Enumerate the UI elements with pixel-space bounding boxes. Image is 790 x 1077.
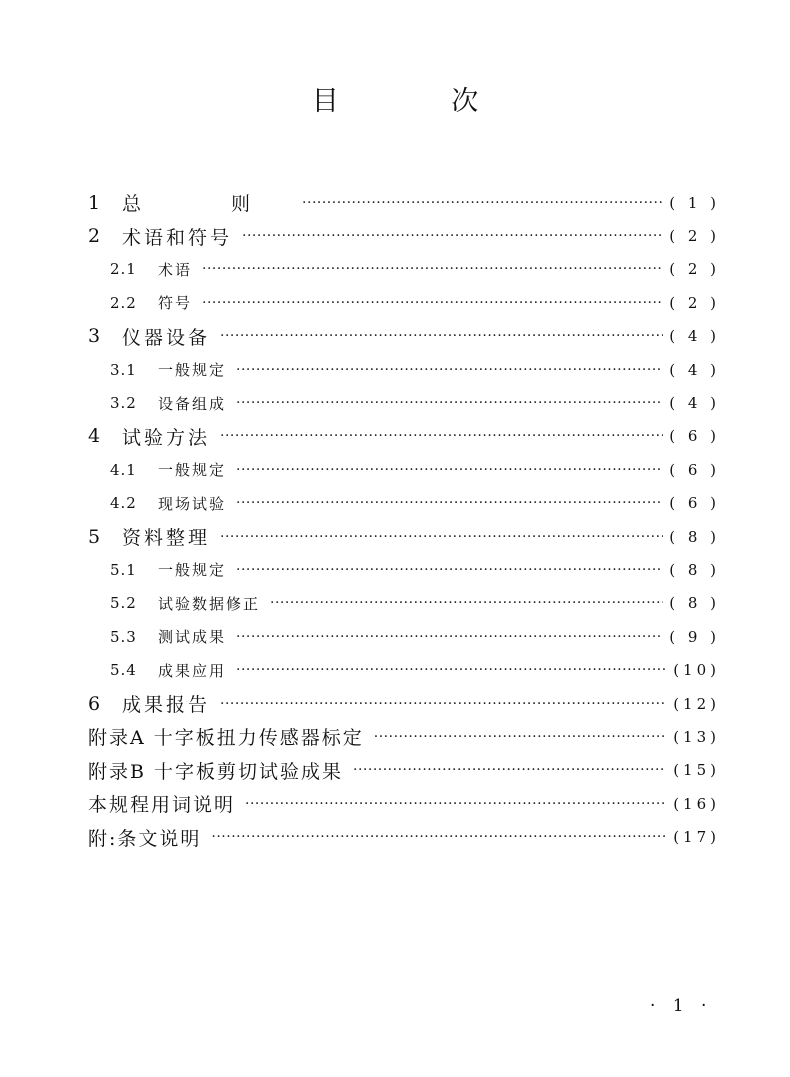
toc-leader-dots	[374, 730, 666, 744]
toc-entry-page: ( 6 )	[669, 494, 720, 513]
toc-entry-title: 成果应用	[158, 661, 227, 680]
toc-entry-number: 2.1	[110, 260, 137, 279]
toc-entry-page: ( 6 )	[669, 427, 720, 446]
table-of-contents	[88, 186, 720, 854]
toc-entry-title: 资料整理	[122, 527, 211, 550]
toc-entry-page: ( 2 )	[669, 293, 720, 312]
toc-entry-title: 现场试验	[158, 494, 227, 513]
toc-entry-page: ( 8 )	[669, 527, 720, 546]
toc-leader-dots	[220, 530, 663, 544]
page-title: 目 次	[311, 86, 531, 117]
toc-entry-page: ( 1 )	[669, 193, 720, 212]
toc-entry[interactable]	[88, 553, 720, 586]
toc-entry-page: ( 2 )	[669, 260, 720, 279]
toc-entry-title: 一般规定	[158, 561, 227, 580]
toc-leader-dots	[220, 697, 666, 711]
toc-leader-dots	[353, 763, 666, 777]
toc-entry[interactable]	[88, 453, 720, 486]
toc-entry-title: 本规程用词说明	[88, 794, 236, 817]
toc-leader-dots	[236, 630, 663, 644]
toc-leader-dots	[270, 596, 663, 610]
toc-entry-number: 4.2	[110, 494, 137, 513]
toc-entry-title: 一般规定	[158, 361, 227, 380]
toc-entry-page: ( 4 )	[669, 394, 720, 413]
toc-entry[interactable]	[88, 687, 720, 720]
toc-entry[interactable]	[88, 386, 720, 419]
toc-entry[interactable]	[88, 487, 720, 520]
toc-entry[interactable]	[88, 653, 720, 686]
toc-entry-page: (12)	[673, 694, 720, 713]
toc-leader-dots	[236, 663, 666, 677]
toc-entry-number: 4.1	[110, 460, 137, 479]
toc-entry-title: 附录B 十字板剪切试验成果	[88, 760, 344, 783]
toc-entry-number: 2.2	[110, 293, 137, 312]
toc-entry-page: (15)	[673, 761, 720, 780]
toc-entry[interactable]	[88, 186, 720, 219]
toc-entry-title: 试验数据修正	[158, 594, 261, 613]
toc-entry-title: 成果报告	[122, 694, 211, 717]
toc-entry-number: 4	[88, 425, 101, 448]
toc-entry-title: 设备组成	[158, 394, 227, 413]
toc-entry-title: 附:条文说明	[88, 827, 202, 850]
toc-leader-dots	[202, 262, 663, 276]
toc-leader-dots	[220, 429, 663, 443]
toc-entry-page: ( 2 )	[669, 227, 720, 246]
toc-entry[interactable]	[88, 320, 720, 353]
toc-entry-number: 6	[88, 692, 101, 715]
toc-entry-page: (13)	[673, 727, 720, 746]
toc-entry[interactable]	[88, 253, 720, 286]
toc-entry[interactable]	[88, 787, 720, 820]
toc-entry-number: 5.1	[110, 560, 137, 579]
toc-entry[interactable]	[88, 587, 720, 620]
toc-entry-page: ( 8 )	[669, 560, 720, 579]
toc-entry-title: 总 则	[122, 193, 293, 216]
toc-entry-title: 一般规定	[158, 461, 227, 480]
toc-entry[interactable]	[88, 286, 720, 319]
toc-entry-number: 3.2	[110, 394, 137, 413]
toc-entry-number: 3.1	[110, 360, 137, 379]
toc-entry-title: 术语	[158, 260, 193, 279]
toc-entry-title: 术语和符号	[122, 226, 233, 249]
toc-entry-number: 5.4	[110, 661, 137, 680]
toc-entry-number: 1	[88, 191, 101, 214]
page-number: · 1 ·	[650, 996, 713, 1016]
toc-entry-title: 测试成果	[158, 628, 227, 647]
toc-entry-number: 5	[88, 525, 101, 548]
toc-leader-dots	[211, 830, 666, 844]
toc-leader-dots	[202, 296, 663, 310]
toc-leader-dots	[236, 496, 663, 510]
toc-entry-number: 5.3	[110, 627, 137, 646]
toc-entry[interactable]	[88, 219, 720, 252]
toc-leader-dots	[236, 463, 663, 477]
toc-entry-title: 仪器设备	[122, 326, 211, 349]
toc-entry[interactable]	[88, 720, 720, 753]
toc-entry-page: (17)	[673, 828, 720, 847]
toc-entry[interactable]	[88, 420, 720, 453]
toc-entry-page: (16)	[673, 794, 720, 813]
toc-entry[interactable]	[88, 520, 720, 553]
toc-entry-title: 试验方法	[122, 426, 211, 449]
toc-leader-dots	[236, 363, 663, 377]
toc-entry-title: 附录A 十字板扭力传感器标定	[88, 727, 364, 750]
toc-entry[interactable]	[88, 820, 720, 853]
toc-entry-page: ( 9 )	[669, 627, 720, 646]
toc-entry-number: 3	[88, 325, 101, 348]
toc-entry-number: 2	[88, 225, 101, 248]
toc-entry[interactable]	[88, 754, 720, 787]
toc-entry-page: (10)	[673, 661, 720, 680]
toc-leader-dots	[236, 563, 663, 577]
toc-entry-title: 符号	[158, 294, 193, 313]
toc-leader-dots	[220, 329, 663, 343]
toc-leader-dots	[245, 797, 666, 811]
toc-entry-page: ( 4 )	[669, 327, 720, 346]
toc-leader-dots	[236, 396, 663, 410]
toc-entry-page: ( 4 )	[669, 360, 720, 379]
toc-entry-page: ( 8 )	[669, 594, 720, 613]
toc-entry-page: ( 6 )	[669, 460, 720, 479]
toc-entry-number: 5.2	[110, 594, 137, 613]
toc-entry[interactable]	[88, 353, 720, 386]
toc-leader-dots	[242, 229, 663, 243]
toc-entry[interactable]	[88, 620, 720, 653]
toc-leader-dots	[302, 196, 663, 210]
